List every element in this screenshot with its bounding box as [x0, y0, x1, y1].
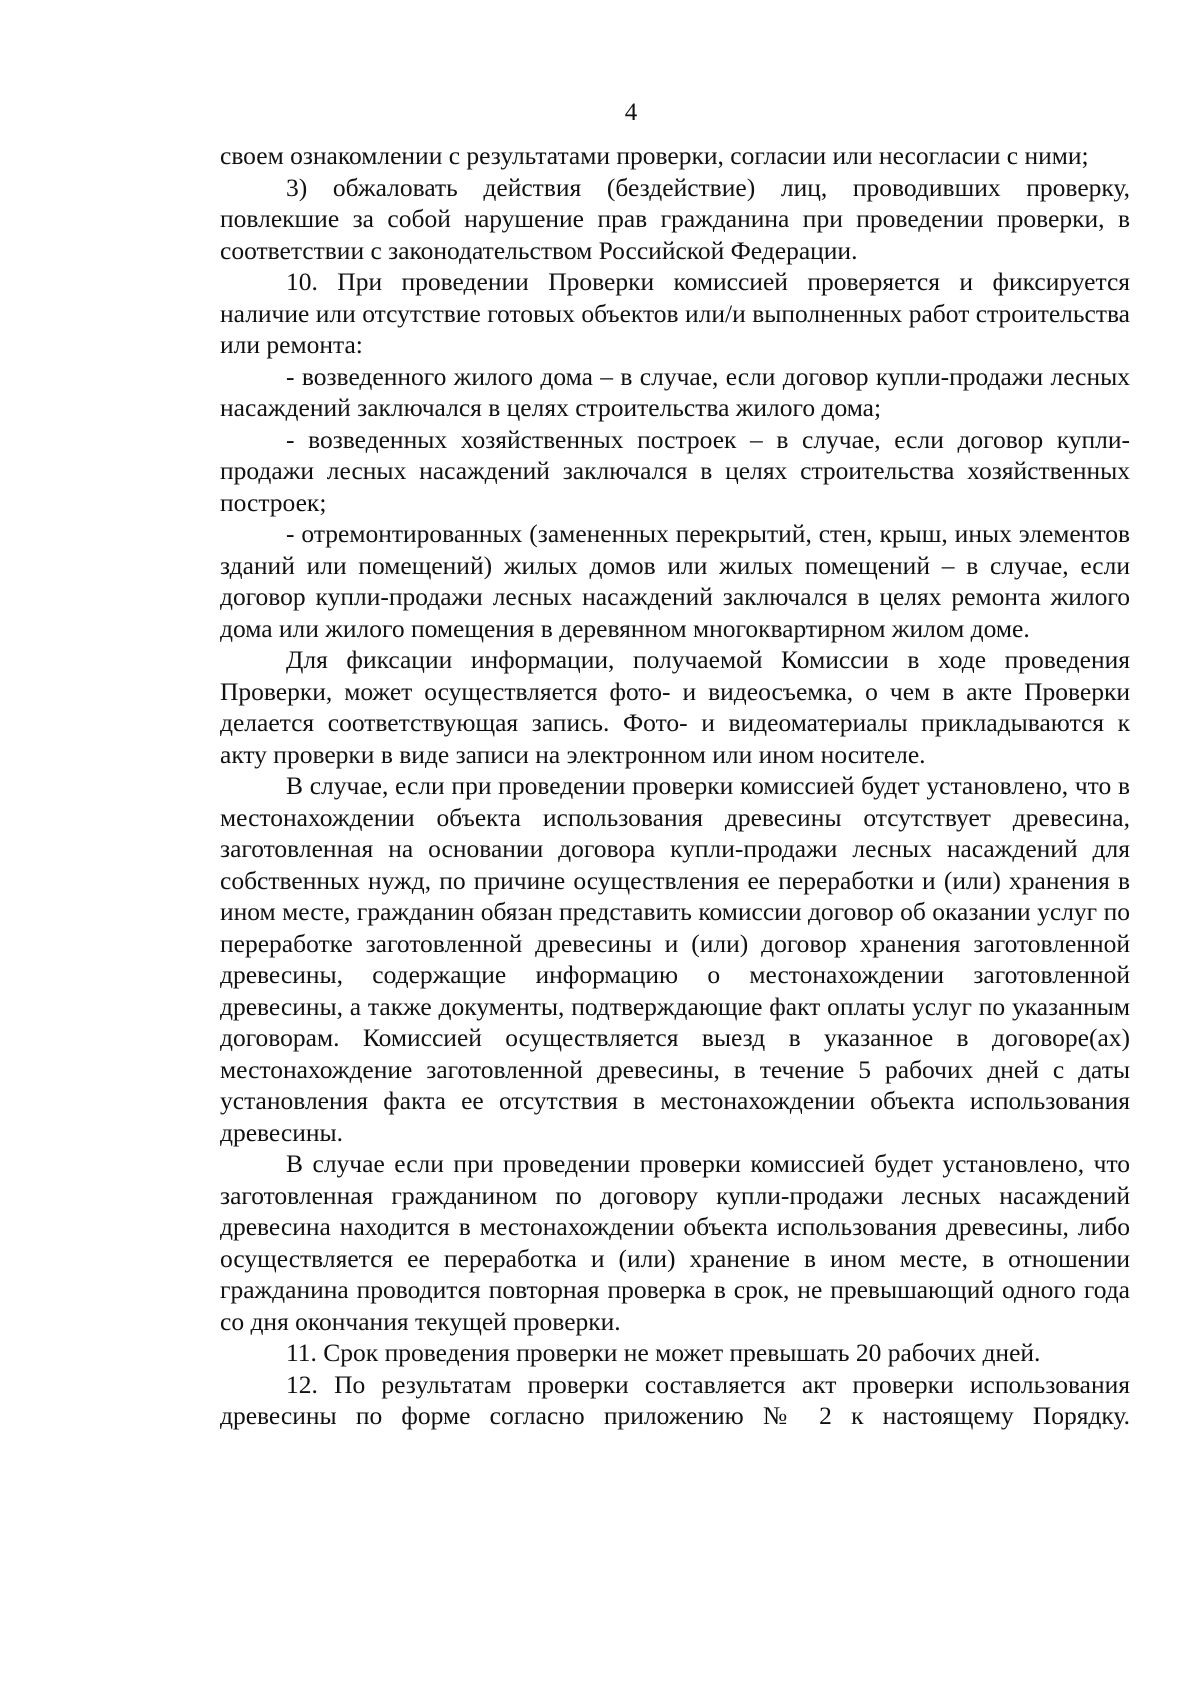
paragraph-timber-absent: В случае, если при проведении проверки комиссией будет установлено, что в местонахождении объекта использования древесины отсутствует древесина, заготовленная на основании договора купли-продажи лесных насаждений для собственных нужд, по причине осуществления ее переработки и (или) хранения в ином месте, гражданин обязан представить комиссии договор об оказании услуг по переработке заготовленной древесины и (или) договор хранения заготовленной древесины, содержащие информацию о местонахождении заготовленной древесины, а также документы, подтверждающие факт оплаты услуг по указанным договорам. Комиссией осуществляется выезд в указанное в договоре(ах) местонахождение заготовленной древесины, в течение 5 рабочих дней с даты установления факта ее отсутствия в местонахождении объекта использования древесины.	[220, 771, 1130, 1147]
paragraph-12-inspection-act: 12. По результатам проверки составляется акт проверки использования древесины по форме согласно приложению № 2 к настоящему Порядку.	[220, 1369, 1130, 1430]
paragraph-item-3-appeal: 3) обжаловать действия (бездействие) лиц, проводивших проверку, повлекшие за собой нарушение прав гражданина при проведении проверки, в соответствии с законодательством Российской Федерации.	[220, 172, 1130, 265]
paragraph-continuation: своем ознакомлении с результатами проверки, согласии или несогласии с ними;	[220, 141, 1089, 170]
list-item-repairs: - отремонтированных (замененных перекрытий, стен, крыш, иных элементов зданий или помещений) жилых домов или жилых помещений – в случае, если договор купли-продажи лесных насаждений заключался в целях ремонта жилого дома или жилого помещения в деревянном многоквартирном жилом доме.	[220, 519, 1130, 643]
document-body	[220, 140, 1130, 1432]
list-item-outbuildings: - возведенных хозяйственных построек – в случае, если договор купли-продажи лесных насаждений заключался в целях строительства хозяйственных построек;	[220, 424, 1130, 517]
paragraph-11-duration: 11. Срок проведения проверки не может превышать 20 рабочих дней.	[286, 1338, 1041, 1367]
page-number: 4	[624, 99, 638, 126]
paragraph-photo-video: Для фиксации информации, получаемой Комиссии в ходе проведения Проверки, может осуществляется фото- и видеосъемка, о чем в акте Проверки делается соответствующая запись. Фото- и видеоматериалы прикладываются к акту проверки в виде записи на электронном или ином носителе.	[220, 645, 1130, 769]
paragraph-repeat-inspection: В случае если при проведении проверки комиссией будет установлено, что заготовленная гражданином по договору купли-продажи лесных насаждений древесина находится в местонахождении объекта использования древесины, либо осуществляется ее переработка и (или) хранение в ином месте, в отношении гражданина проводится повторная проверка в срок, не превышающий одного года со дня окончания текущей проверки.	[220, 1149, 1130, 1336]
list-item-residential-house: - возведенного жилого дома – в случае, если договор купли-продажи лесных насаждений заключался в целях строительства жилого дома;	[220, 361, 1130, 422]
paragraph-10-inspection-scope: 10. При проведении Проверки комиссией проверяется и фиксируется наличие или отсутствие готовых объектов или/и выполненных работ строительства или ремонта:	[220, 267, 1130, 359]
